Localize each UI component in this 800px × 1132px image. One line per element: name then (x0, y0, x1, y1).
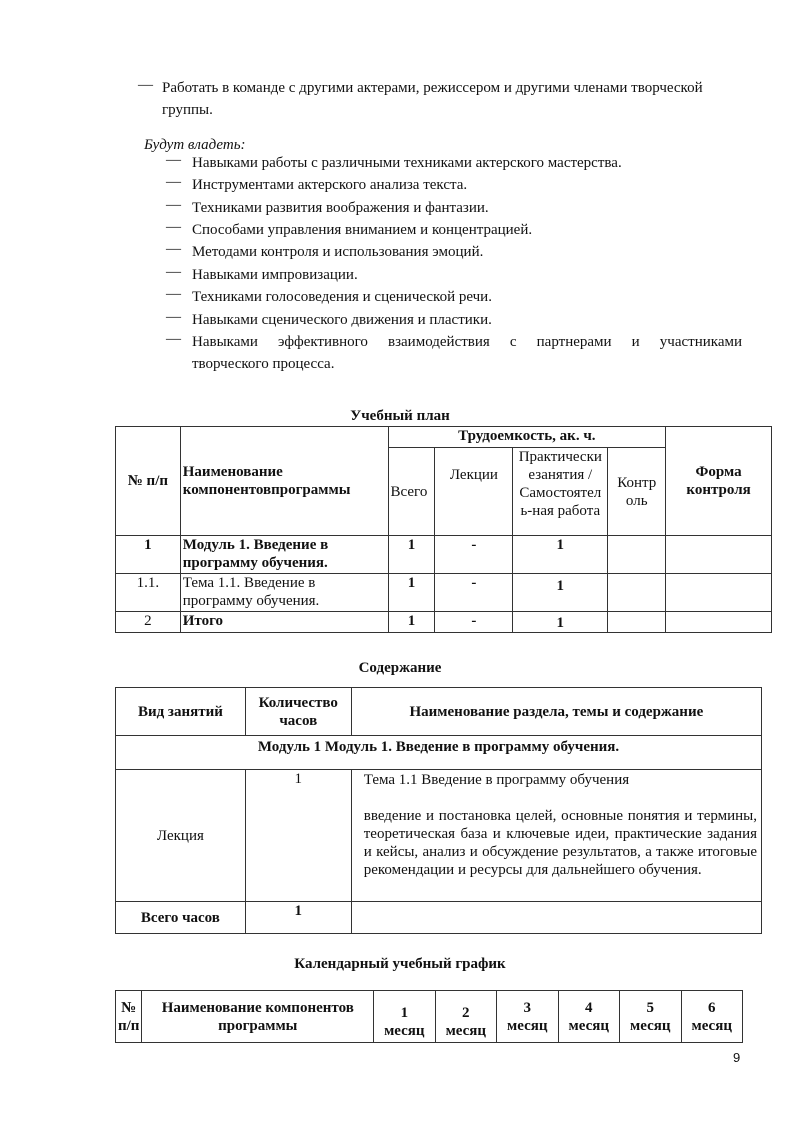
plan-cell-num: 2 (116, 612, 181, 633)
plan-cell-num: 1.1. (116, 574, 181, 612)
list-item: Инструментами актерского анализа текста. (192, 177, 468, 193)
plan-cell-name: Тема 1.1. Введение в программу обучения. (180, 574, 388, 612)
calendar-header-num: № п/п (116, 991, 142, 1043)
dash-marker: — (138, 77, 153, 93)
plan-cell-total: 1 (388, 574, 435, 612)
content-table (115, 687, 762, 934)
content-lecture-desc (351, 770, 761, 902)
list-item: Методами контроля и использования эмоций. (192, 244, 484, 260)
calendar-header-month: 6 месяц (681, 991, 743, 1043)
calendar-header-month: 2 месяц (435, 991, 496, 1043)
list-item: Навыками сценического движения и пластики. (192, 312, 492, 328)
table-row (116, 536, 772, 574)
intro-item-line1: Работать в команде с другими актерами, режиссером и другими членами творческой (162, 80, 703, 96)
list-item: Способами управления вниманием и концентрацией. (192, 222, 533, 238)
calendar-header-month: 1 месяц (374, 991, 435, 1043)
plan-cell-name: Модуль 1. Введение в программу обучения. (180, 536, 388, 574)
plan-table (115, 426, 772, 633)
plan-cell-form (666, 574, 772, 612)
dash-marker: — (166, 309, 181, 325)
dash-marker: — (166, 197, 181, 213)
list-item: Техниками развития воображения и фантазии. (192, 200, 489, 216)
plan-header-practice: Практически езанятия / Самостоятел ь-ная работа (513, 448, 608, 536)
content-header-desc: Наименование раздела, темы и содержание (351, 688, 761, 736)
plan-cell-total: 1 (388, 536, 435, 574)
page-number: 9 (733, 1050, 741, 1065)
dash-marker: — (166, 219, 181, 235)
plan-cell-form (666, 536, 772, 574)
dash-marker: — (166, 331, 181, 347)
plan-header-control: Контр оль (608, 448, 666, 536)
content-module-row: Модуль 1 Модуль 1. Введение в программу обучения. (116, 736, 762, 770)
content-lecture-hours: 1 (245, 770, 351, 902)
list-item: Техниками голосоведения и сценической речи. (192, 289, 492, 305)
content-description: введение и постановка целей, основные понятия и термины, теоретическая база и ключевые идеи, практические задания и кейсы, анализ и обсуждение результатов, а также итоговые рекомендации и ресурсы для дальнейшего обучения. (363, 808, 757, 878)
table-row (116, 574, 772, 612)
list-item: Навыками импровизации. (192, 267, 358, 283)
plan-cell-control (608, 612, 666, 633)
content-header-hours: Количество часов (245, 688, 351, 736)
table-row (116, 770, 762, 902)
dash-marker: — (166, 241, 181, 257)
plan-cell-num: 1 (116, 536, 181, 574)
calendar-header-month: 4 месяц (558, 991, 619, 1043)
table-row (116, 612, 772, 633)
content-total-label: Всего часов (116, 902, 246, 934)
content-lecture-type: Лекция (116, 770, 246, 902)
list-item-continued: творческого процесса. (192, 356, 335, 372)
calendar-table (115, 990, 743, 1043)
skills-heading: Будут владеть: (144, 137, 246, 153)
plan-title: Учебный план (350, 408, 450, 424)
content-total-empty (351, 902, 761, 934)
plan-cell-practice: 1 (513, 574, 608, 612)
plan-cell-control (608, 574, 666, 612)
calendar-header-month: 5 месяц (620, 991, 681, 1043)
list-item: Навыками работы с различными техниками актерского мастерства. (192, 155, 622, 171)
table-row (116, 902, 762, 934)
plan-cell-lectures: - (435, 612, 513, 633)
plan-cell-practice: 1 (513, 536, 608, 574)
calendar-header-name: Наименование компонентов программы (142, 991, 374, 1043)
intro-item-line2: группы. (162, 102, 213, 118)
dash-marker: — (166, 264, 181, 280)
plan-header-labor: Трудоемкость, ак. ч. (388, 427, 666, 448)
dash-marker: — (166, 152, 181, 168)
plan-cell-practice: 1 (513, 612, 608, 633)
calendar-header-month: 3 месяц (497, 991, 558, 1043)
plan-cell-form (666, 612, 772, 633)
plan-header-num: № п/п (116, 427, 181, 536)
dash-marker: — (166, 286, 181, 302)
plan-cell-control (608, 536, 666, 574)
plan-cell-lectures: - (435, 574, 513, 612)
content-total-value: 1 (245, 902, 351, 934)
list-item: Навыками эффективного взаимодействия с партнерами и участниками (192, 334, 742, 350)
plan-header-total: Всего (388, 448, 435, 536)
content-title: Содержание (358, 660, 442, 676)
content-topic: Тема 1.1 Введение в программу обучения (363, 772, 630, 788)
content-header-type: Вид занятий (116, 688, 246, 736)
plan-header-name: Наименование компонентовпрограммы (180, 427, 388, 536)
calendar-title: Календарный учебный график (294, 956, 506, 972)
plan-header-form: Форма контроля (666, 427, 772, 536)
plan-cell-total: 1 (388, 612, 435, 633)
dash-marker: — (166, 174, 181, 190)
plan-cell-name: Итого (180, 612, 388, 633)
plan-cell-lectures: - (435, 536, 513, 574)
plan-header-lectures: Лекции (435, 448, 513, 536)
